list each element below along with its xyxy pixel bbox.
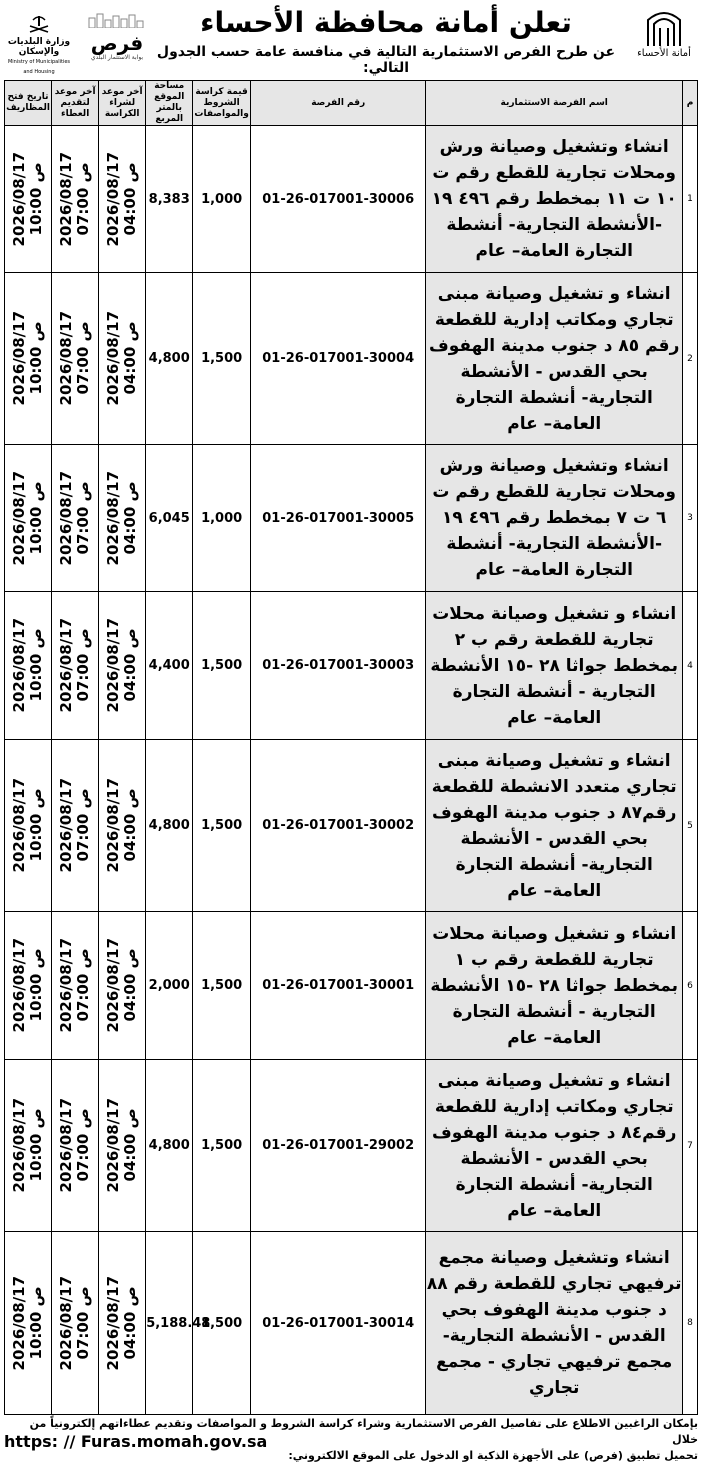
- buy-deadline-cell: [99, 1060, 146, 1232]
- table-row: [5, 273, 698, 445]
- table-row: [5, 740, 698, 912]
- col-fee-header: قيمة كراسة الشروط والمواصفات: [193, 81, 251, 126]
- buy-deadline-cell: [99, 740, 146, 912]
- opening-cell: [5, 592, 52, 740]
- submit-deadline-time: 07:00 ص: [74, 1286, 93, 1360]
- opportunity-name: انشاء و تشغيل وصيانة مبنى تجاري ومكاتب إدارية للقطعة رقم ٨٥ د جنوب مدينة الهفوف بحي القدس - الأنشطة التجارية- أنشطة التجارة العامة– عام: [426, 273, 683, 445]
- col-submit-deadline-header: آخر موعد لتقديم العطاء: [52, 81, 99, 126]
- site-area: 8,383: [146, 126, 193, 273]
- buy-deadline-date: 2026/08/17: [104, 151, 123, 247]
- opportunity-name: انشاء و تشغيل وصيانة مبنى تجاري ومكاتب إدارية للقطعة رقم٨٤ د جنوب مدينة الهفوف بحي القدس - الأنشطة التجارية- أنشطة التجارة العامة– عام: [426, 1060, 683, 1232]
- submit-deadline-date: 2026/08/17: [57, 470, 76, 566]
- page-subtitle: عن طرح الفرص الاستثمارية التالية في منافسة عامة حسب الجدول التالي:: [156, 44, 616, 76]
- row-index: 3: [683, 445, 698, 592]
- alahsa-municipality-logo: [634, 8, 694, 64]
- table-header-row: [5, 81, 698, 126]
- buy-deadline-time: 04:00 ص: [121, 1108, 140, 1183]
- table-row: [5, 592, 698, 740]
- opening-date: 2026/08/17: [10, 618, 29, 713]
- buy-deadline-date: 2026/08/17: [104, 778, 123, 873]
- submit-deadline-time: 07:00 ص: [74, 321, 93, 396]
- submit-deadline-cell: [52, 445, 99, 592]
- buy-deadline-time: 04:00 ص: [121, 948, 140, 1023]
- opening-cell: [5, 445, 52, 592]
- submit-deadline-cell: [52, 1060, 99, 1232]
- buy-deadline-cell: [99, 445, 146, 592]
- table-row: [5, 126, 698, 273]
- row-index: 8: [683, 1232, 698, 1415]
- opening-cell: [5, 126, 52, 273]
- opening-time: 10:00 ص: [27, 321, 46, 396]
- submit-deadline-time: 07:00 ص: [74, 162, 93, 236]
- opportunity-number: 01-26-017001-29002: [251, 1060, 426, 1232]
- buy-deadline-date: 2026/08/17: [104, 1098, 123, 1193]
- submit-deadline-date: 2026/08/17: [57, 311, 76, 406]
- opportunity-name: انشاء وتشغيل وصيانة مجمع ترفيهي تجاري للقطعة رقم ٨٨ د جنوب مدينة الهفوف بحي القدس - الأنشطة التجارية- مجمع ترفيهي تجاري - مجمع تجاري: [426, 1232, 683, 1415]
- row-index: 1: [683, 126, 698, 273]
- palm-logo-icon: [644, 8, 684, 48]
- opening-cell: [5, 1060, 52, 1232]
- submit-deadline-date: 2026/08/17: [57, 618, 76, 713]
- opening-cell: [5, 740, 52, 912]
- opportunity-number: 01-26-017001-30006: [251, 126, 426, 273]
- row-index: 4: [683, 592, 698, 740]
- opportunity-number: 01-26-017001-30002: [251, 740, 426, 912]
- buy-deadline-cell: [99, 1232, 146, 1415]
- buy-deadline-cell: [99, 126, 146, 273]
- site-area: 2,000: [146, 912, 193, 1060]
- submit-deadline-date: 2026/08/17: [57, 1098, 76, 1193]
- booklet-fee: 1,500: [193, 592, 251, 740]
- opening-date: 2026/08/17: [10, 778, 29, 873]
- opportunity-name: انشاء وتشغيل وصيانة ورش ومحلات تجارية للقطع رقم ت ١٠ ت ١١ بمخطط رقم ٤٩٦ ١٩ -الأنشطة التجارية- أنشطة التجارة العامة– عام: [426, 126, 683, 273]
- opportunity-number: 01-26-017001-30004: [251, 273, 426, 445]
- submit-deadline-cell: [52, 1232, 99, 1415]
- page-title: تعلن أمانة محافظة الأحساء: [200, 6, 572, 39]
- submit-deadline-time: 07:00 ص: [74, 948, 93, 1023]
- opportunities-table: [4, 80, 698, 1415]
- buy-deadline-date: 2026/08/17: [104, 1275, 123, 1371]
- opening-time: 10:00 ص: [27, 948, 46, 1023]
- opening-cell: [5, 1232, 52, 1415]
- booklet-fee: 1,500: [193, 1060, 251, 1232]
- submit-deadline-cell: [52, 740, 99, 912]
- table-row: [5, 445, 698, 592]
- footer-line-2: تحميل تطبيق (فرص) على الأجهزة الذكية او الدخول على الموقع الالكتروني:: [288, 1449, 698, 1462]
- booklet-fee: 1,000: [193, 445, 251, 592]
- col-name-header: اسم الفرصة الاستثمارية: [426, 81, 683, 126]
- buy-deadline-date: 2026/08/17: [104, 938, 123, 1033]
- site-area: 4,400: [146, 592, 193, 740]
- buy-deadline-time: 04:00 ص: [121, 481, 140, 555]
- col-index-header: م: [683, 81, 698, 126]
- opening-date: 2026/08/17: [10, 938, 29, 1033]
- submit-deadline-cell: [52, 592, 99, 740]
- opportunity-number: 01-26-017001-30005: [251, 445, 426, 592]
- furas-logo-text: فرص: [90, 31, 144, 55]
- table-row: [5, 912, 698, 1060]
- opening-date: 2026/08/17: [10, 311, 29, 406]
- skyline-icon: [87, 12, 147, 28]
- table-row: [5, 1060, 698, 1232]
- opportunity-number: 01-26-017001-30001: [251, 912, 426, 1060]
- footer: [4, 1416, 698, 1464]
- buy-deadline-date: 2026/08/17: [104, 618, 123, 713]
- opening-date: 2026/08/17: [10, 470, 29, 566]
- buy-deadline-time: 04:00 ص: [121, 1286, 140, 1360]
- booklet-fee: 1,500: [193, 912, 251, 1060]
- booklet-fee: 1,000: [193, 126, 251, 273]
- submit-deadline-date: 2026/08/17: [57, 151, 76, 247]
- furas-logo-subtext: بوابة الاستثمار البلدي: [90, 54, 144, 61]
- opening-time: 10:00 ص: [27, 788, 46, 863]
- row-index: 6: [683, 912, 698, 1060]
- header: [0, 0, 702, 90]
- logo-caption: أمانة الأحساء: [637, 48, 691, 59]
- col-area-header: مساحة الموقع بالمتر المربع: [146, 81, 193, 126]
- submit-deadline-date: 2026/08/17: [57, 1275, 76, 1371]
- furas-website-link[interactable]: https: // Furas.momah.gov.sa: [4, 1432, 268, 1451]
- submit-deadline-time: 07:00 ص: [74, 1108, 93, 1183]
- ministry-name-en: Ministry of Municipalities and Housing: [7, 59, 71, 75]
- table-row: [5, 1232, 698, 1415]
- buy-deadline-time: 04:00 ص: [121, 162, 140, 236]
- site-area: 4,800: [146, 740, 193, 912]
- buy-deadline-cell: [99, 912, 146, 1060]
- site-area: 5,188.48: [146, 1232, 193, 1415]
- submit-deadline-time: 07:00 ص: [74, 481, 93, 555]
- submit-deadline-date: 2026/08/17: [57, 938, 76, 1033]
- opening-cell: [5, 912, 52, 1060]
- col-number-header: رقم الفرصة: [251, 81, 426, 126]
- opportunity-name: انشاء وتشغيل وصيانة ورش ومحلات تجارية للقطع رقم ت ٦ ت ٧ بمخطط رقم ٤٩٦ ١٩ -الأنشطة التجارية- أنشطة التجارة العامة– عام: [426, 445, 683, 592]
- submit-deadline-date: 2026/08/17: [57, 778, 76, 873]
- submit-deadline-cell: [52, 273, 99, 445]
- opportunity-number: 01-26-017001-30014: [251, 1232, 426, 1415]
- submit-deadline-time: 07:00 ص: [74, 628, 93, 703]
- footer-line-1: بإمكان الراغبين الاطلاع على تفاصيل الفرص الاستثمارية وشراء كراسة الشروط و المواصفات وتقديم عطاءاتهم إلكترونياً من خلال: [29, 1417, 698, 1446]
- site-area: 4,800: [146, 273, 193, 445]
- submit-deadline-cell: [52, 126, 99, 273]
- opening-cell: [5, 273, 52, 445]
- opening-time: 10:00 ص: [27, 481, 46, 555]
- opening-date: 2026/08/17: [10, 1098, 29, 1193]
- booklet-fee: 1,500: [193, 273, 251, 445]
- row-index: 5: [683, 740, 698, 912]
- furas-logo: [82, 12, 152, 62]
- opening-time: 10:00 ص: [27, 1286, 46, 1360]
- opening-time: 10:00 ص: [27, 628, 46, 703]
- col-buy-deadline-header: آخر موعد لشراء الكراسة: [99, 81, 146, 126]
- buy-deadline-time: 04:00 ص: [121, 628, 140, 703]
- opportunity-number: 01-26-017001-30003: [251, 592, 426, 740]
- buy-deadline-date: 2026/08/17: [104, 470, 123, 566]
- opportunity-name: انشاء و تشغيل وصيانة محلات تجارية للقطعة رقم ب ٢ بمخطط جواثا ٢٨ -١٥ الأنشطة التجارية - أنشطة التجارة العامة– عام: [426, 592, 683, 740]
- site-area: 4,800: [146, 1060, 193, 1232]
- opportunity-name: انشاء و تشغيل وصيانة محلات تجارية للقطعة رقم ب ١ بمخطط جواثا ٢٨ -١٥ الأنشطة التجارية - أنشطة التجارة العامة– عام: [426, 912, 683, 1060]
- opening-time: 10:00 ص: [27, 1108, 46, 1183]
- palm-swords-icon: [27, 14, 51, 34]
- buy-deadline-time: 04:00 ص: [121, 321, 140, 396]
- opening-date: 2026/08/17: [10, 151, 29, 247]
- opening-date: 2026/08/17: [10, 1275, 29, 1371]
- buy-deadline-date: 2026/08/17: [104, 311, 123, 406]
- opening-time: 10:00 ص: [27, 162, 46, 236]
- ministry-logo: [4, 14, 74, 75]
- submit-deadline-cell: [52, 912, 99, 1060]
- row-index: 2: [683, 273, 698, 445]
- row-index: 7: [683, 1060, 698, 1232]
- buy-deadline-cell: [99, 273, 146, 445]
- opportunity-name: انشاء و تشغيل وصيانة مبنى تجاري متعدد الانشطة للقطعة رقم٨٧ د جنوب مدينة الهفوف بحي القدس - الأنشطة التجارية- أنشطة التجارة العامة– عام: [426, 740, 683, 912]
- buy-deadline-cell: [99, 592, 146, 740]
- site-area: 6,045: [146, 445, 193, 592]
- col-opening-header: تاريخ فتح المظاريف: [5, 81, 52, 126]
- ministry-name-ar: وزارة البلديات والإسكان: [7, 37, 71, 57]
- booklet-fee: 1,500: [193, 1232, 251, 1415]
- buy-deadline-time: 04:00 ص: [121, 788, 140, 863]
- booklet-fee: 1,500: [193, 740, 251, 912]
- submit-deadline-time: 07:00 ص: [74, 788, 93, 863]
